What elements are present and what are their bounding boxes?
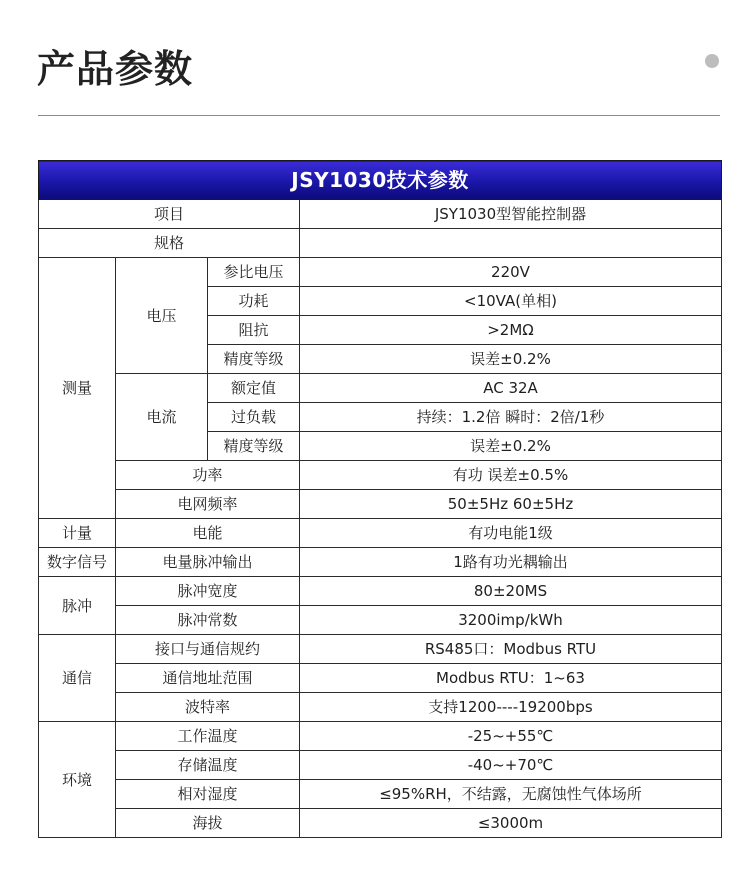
row-label: 项目 (39, 200, 300, 229)
row-label: 工作温度 (116, 722, 300, 751)
row-value: 220V (300, 258, 722, 287)
row-label: 阻抗 (208, 316, 300, 345)
table-row (39, 200, 722, 229)
group-label: 数字信号 (39, 548, 116, 577)
group-label: 环境 (39, 722, 116, 838)
table-row (39, 780, 722, 809)
row-label: 过负载 (208, 403, 300, 432)
table-row (39, 548, 722, 577)
table-row (39, 722, 722, 751)
row-label: 波特率 (116, 693, 300, 722)
row-value: -40~+70℃ (300, 751, 722, 780)
row-value: RS485口：Modbus RTU (300, 635, 722, 664)
row-value: 有功电能1级 (300, 519, 722, 548)
row-label: 海拔 (116, 809, 300, 838)
table-row (39, 751, 722, 780)
row-label: 接口与通信规约 (116, 635, 300, 664)
row-label: 规格 (39, 229, 300, 258)
row-label: 参比电压 (208, 258, 300, 287)
table-row (39, 809, 722, 838)
table-row (39, 490, 722, 519)
table-row (39, 229, 722, 258)
group-label: 测量 (39, 258, 116, 519)
table-row (39, 664, 722, 693)
table-row (39, 374, 722, 403)
row-value: <10VA(单相) (300, 287, 722, 316)
spec-table (38, 160, 722, 838)
row-label: 精度等级 (208, 432, 300, 461)
row-value: JSY1030型智能控制器 (300, 200, 722, 229)
table-title: JSY1030技术参数 (39, 161, 722, 200)
page-title: 产品参数 (37, 47, 194, 91)
table-row (39, 519, 722, 548)
row-label: 功耗 (208, 287, 300, 316)
row-value: ≤3000m (300, 809, 722, 838)
row-value: 支持1200----19200bps (300, 693, 722, 722)
row-label: 额定值 (208, 374, 300, 403)
group-label: 计量 (39, 519, 116, 548)
row-value: -25~+55℃ (300, 722, 722, 751)
group-label: 通信 (39, 635, 116, 722)
row-value: 误差±0.2% (300, 432, 722, 461)
row-value: ≤95%RH，不结露，无腐蚀性气体场所 (300, 780, 722, 809)
title-divider (38, 115, 720, 116)
decorative-dot (705, 54, 719, 68)
row-label: 电能 (116, 519, 300, 548)
row-value: 误差±0.2% (300, 345, 722, 374)
row-label: 脉冲宽度 (116, 577, 300, 606)
row-label: 电网频率 (116, 490, 300, 519)
group-label: 脉冲 (39, 577, 116, 635)
table-row (39, 258, 722, 287)
row-value: 持续：1.2倍 瞬时：2倍/1秒 (300, 403, 722, 432)
table-row (39, 461, 722, 490)
row-value: AC 32A (300, 374, 722, 403)
table-row (39, 635, 722, 664)
row-value: 3200imp/kWh (300, 606, 722, 635)
table-row (39, 693, 722, 722)
table-row (39, 606, 722, 635)
row-value: 有功 误差±0.5% (300, 461, 722, 490)
row-label: 精度等级 (208, 345, 300, 374)
row-value: >2MΩ (300, 316, 722, 345)
subgroup-label: 电流 (116, 374, 208, 461)
row-value: 80±20MS (300, 577, 722, 606)
row-label: 功率 (116, 461, 300, 490)
row-value: 1路有功光耦输出 (300, 548, 722, 577)
row-value: Modbus RTU：1~63 (300, 664, 722, 693)
subgroup-label: 电压 (116, 258, 208, 374)
row-label: 通信地址范围 (116, 664, 300, 693)
row-label: 相对湿度 (116, 780, 300, 809)
row-value (300, 229, 722, 258)
row-label: 存储温度 (116, 751, 300, 780)
row-label: 电量脉冲输出 (116, 548, 300, 577)
row-label: 脉冲常数 (116, 606, 300, 635)
table-header-row (39, 161, 722, 200)
row-value: 50±5Hz 60±5Hz (300, 490, 722, 519)
table-row (39, 577, 722, 606)
